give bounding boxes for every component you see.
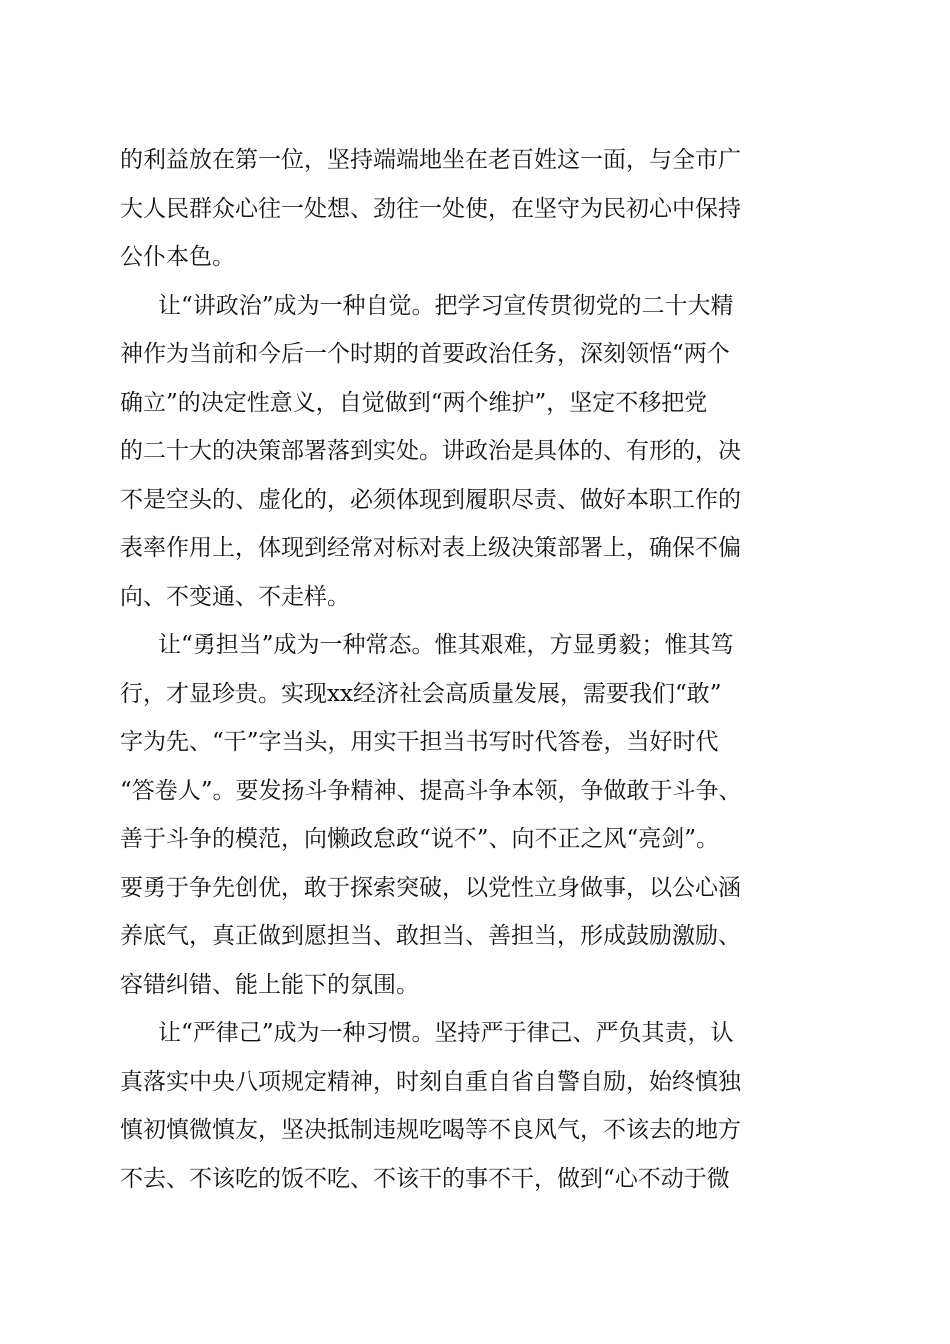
text-line: 表率作用上，体现到经常对标对表上级决策部署上，确保不偏 — [120, 535, 741, 561]
paragraph-start-line: 让“讲政治”成为一种自觉。把学习宣传贯彻党的二十大精 — [158, 292, 734, 319]
body-text — [120, 136, 840, 1203]
text-line: 确立”的决定性意义，自觉做到“两个维护”，坚定不移把党 — [120, 389, 708, 416]
text-line: 向、不变通、不走样。 — [120, 583, 350, 610]
text-line: 大人民群众心往一处想、劲往一处使，在坚守为民初心中保持 — [120, 195, 741, 222]
paragraph-start-line: 让“勇担当”成为一种常态。惟其艰难，方显勇毅；惟其笃 — [158, 632, 734, 658]
text-line: “答卷人”。要发扬斗争精神、提高斗争本领，争做敢于斗争、 — [120, 777, 742, 804]
text-line: 的利益放在第一位，坚持端端地坐在老百姓这一面，与全市广 — [120, 147, 741, 173]
text-line: 公仆本色。 — [120, 244, 235, 270]
text-line: 不去、不该吃的饭不吃、不该干的事不干，做到“心不动于微 — [120, 1165, 730, 1192]
text-line: 容错纠错、能上能下的氛围。 — [120, 971, 419, 998]
text-line: 字为先、“干”字当头，用实干担当书写时代答卷，当好时代 — [120, 729, 719, 755]
paragraph-start-line: 让“严律己”成为一种习惯。坚持严于律己、严负其责，认 — [158, 1020, 734, 1046]
text-line: 不是空头的、虚化的，必须体现到履职尽责、做好本职工作的 — [120, 486, 741, 513]
text-line: 养底气，真正做到愿担当、敢担当、善担当，形成鼓励激励、 — [120, 923, 741, 949]
text-line: 慎初慎微慎友，坚决抵制违规吃喝等不良风气，不该去的地方 — [120, 1117, 741, 1143]
text-line: 要勇于争先创优，敢于探索突破，以党性立身做事，以公心涵 — [120, 874, 741, 901]
text-line: 的二十大的决策部署落到实处。讲政治是具体的、有形的，决 — [120, 438, 741, 464]
text-line: 善于斗争的模范，向懒政怠政“说不”、向不正之风“亮剑”。 — [120, 826, 720, 852]
text-line: 真落实中央八项规定精神，时刻自重自省自警自励，始终慎独 — [120, 1068, 741, 1095]
text-line: 行，才显珍贵。实现xx经济社会高质量发展，需要我们“敢” — [120, 680, 722, 707]
text-line: 神作为当前和今后一个时期的首要政治任务，深刻领悟“两个 — [120, 341, 730, 367]
